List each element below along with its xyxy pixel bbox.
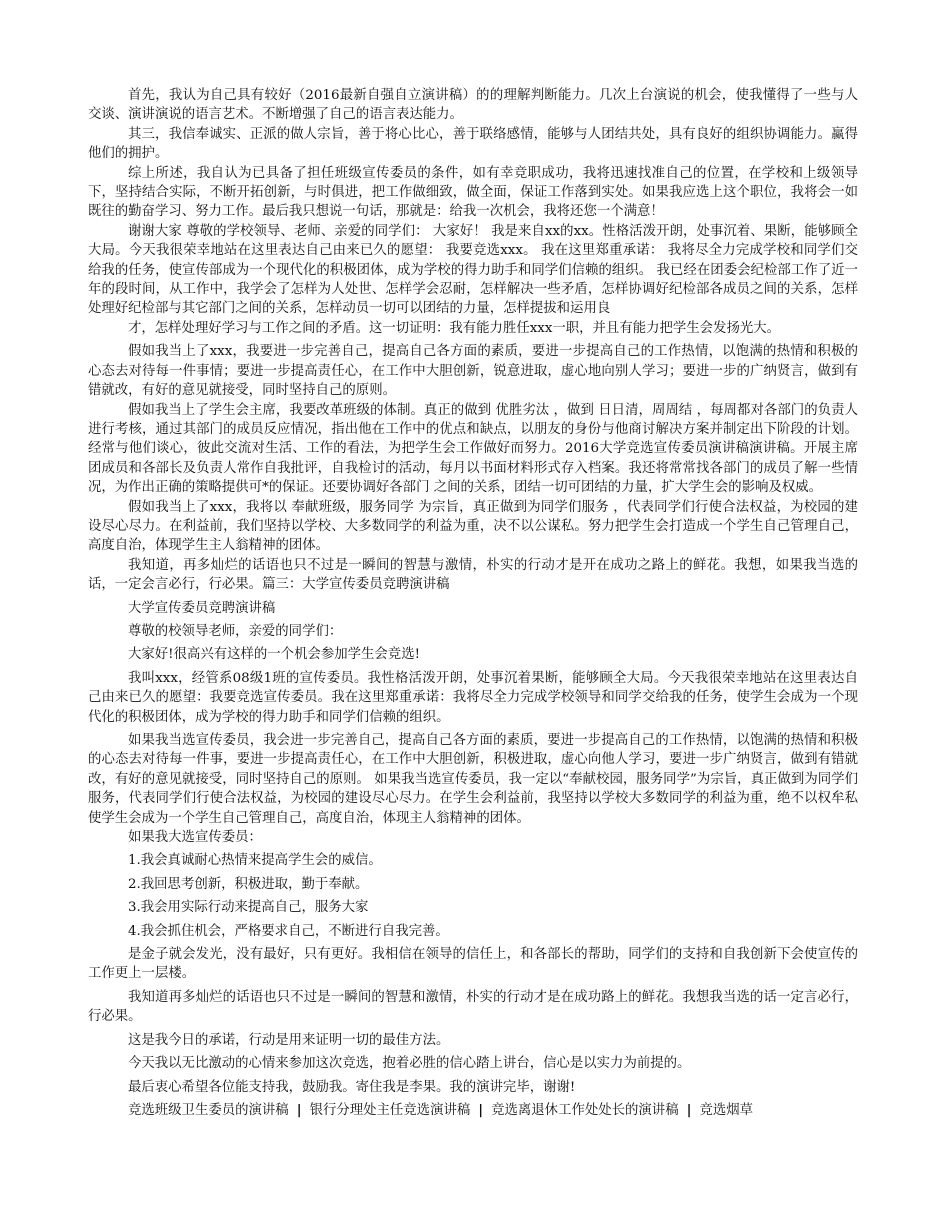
paragraph: 假如我当上了xxx，我要进一步完善自己，提高自己各方面的素质，要进一步提高自己的工作热情，以饱满的热情和积极的心态去对待每一件事情；要进一步提高责任心，在工作中大胆创新，锐意进取，虚心地向别人学习；要进一步的广纳贤言，做到有错就改，有好的意见就接受，同时坚持自己的原则。	[88, 344, 858, 399]
salutation: 尊敬的校领导老师，亲爱的同学们：	[128, 623, 343, 639]
paragraph: 其三，我信奉诚实、正派的做人宗旨，善于将心比心，善于联络感情，能够与人团结共处，具有良好的组织协调能力。赢得他们的拥护。	[88, 126, 858, 162]
list-intro: 如果我大选宣传委员：	[128, 830, 262, 846]
closing: 最后衷心希望各位能支持我，鼓励我。寄住我是李果。我的演讲完毕，谢谢!	[128, 1079, 576, 1095]
list-item: 4.我会抓住机会，严格要求自己，不断进行自我完善。	[128, 923, 449, 939]
paragraph: 才，怎样处理好学习与工作之间的矛盾。这一切证明：我有能力胜任xxx一职，并且有能力把学生会发扬光大。	[128, 320, 781, 336]
related-link[interactable]: 竞选班级卫生委员的演讲稿	[128, 1102, 289, 1118]
paragraph: 是金子就会发光，没有最好，只有更好。我相信在领导的信任上，和各部长的帮助，同学们的支持和自我创新下会使宣传的工作更上一层楼。	[88, 947, 858, 982]
related-link[interactable]: 银行分理处主任竞选演讲稿	[309, 1102, 471, 1118]
link-separator: |	[686, 1101, 692, 1118]
link-separator: |	[478, 1101, 484, 1118]
greeting: 大家好!很高兴有这样的一个机会参加学生会竞选!	[128, 647, 420, 663]
paragraph: 首先，我认为自己具有较好（2016最新自强自立演讲稿）的的理解判断能力。几次上台演说的机会，使我懂得了一些与人交谈、演讲演说的语言艺术。不断增强了自己的语言表达能力。	[88, 88, 858, 123]
related-links	[88, 1101, 858, 1120]
related-link[interactable]: 竞选离退休工作处处长的演讲稿	[491, 1102, 679, 1118]
paragraph: 我知道再多灿烂的话语也只不过是一瞬间的智慧和激情，朴实的行动才是在成功路上的鲜花。我想我当选的话一定言必行，行必果。	[88, 989, 858, 1025]
document-body	[88, 86, 858, 1120]
paragraph: 假如我当上了学生会主席，我要改革班级的体制。真正的做到 优胜劣汰 ，做到 日日清，周周结 ，每周都对各部门的负责人进行考核，通过其部门的成员反应情况，指出他在工作中的优点和缺点，以朋友的身份与他商讨解决方案并制定出下阶段的计划。经常与他们谈心，彼此交流对生活、工作的看法，为把学生会工作做好而努力。2016大学竞选宣传委员演讲稿演讲稿。开展主席团成员和各部长及负责人常作自我批评，自我检讨的活动，每月以书面材料形式存入档案。我还将常常找各部门的成员了解一些情况，为作出正确的策略提供可*的保证。还要协调好各部门 之间的关系，团结一切可团结的力量，扩大学生会的影响及权威。	[88, 402, 858, 496]
paragraph: 今天我以无比激动的心情来参加这次竞选，抱着必胜的信心踏上讲台，信心是以实力为前提的。	[128, 1056, 691, 1072]
paragraph: 我知道，再多灿烂的话语也只不过是一瞬间的智慧与激情，朴实的行动才是开在成功之路上的鲜花。我想，如果我当选的话，一定会言必行，行必果。篇三：大学宣传委员竞聘演讲稿	[88, 557, 858, 593]
paragraph: 综上所述，我自认为已具备了担任班级宣传委员的条件，如有幸竞职成功，我将迅速找准自己的位置，在学校和上级领导下，坚持结合实际，不断开拓创新，与时俱进，把工作做细致，做全面，保证工作落到实处。如果我应选上这个职位，我将会一如既往的勤奋学习、努力工作。最后我只想说一句话，那就是：给我一次机会，我将还您一个满意！	[88, 165, 858, 220]
list-item: 2.我回思考创新，积极进取，勤于奉献。	[128, 876, 369, 892]
related-link[interactable]: 竞选烟草	[699, 1102, 754, 1118]
link-separator: |	[296, 1101, 302, 1118]
paragraph: 我叫xxx，经管系08级1班的宣传委员。我性格活泼开朗，处事沉着果断，能够顾全大局。今天我很荣幸地站在这里表达自己由来已久的愿望：我要竞选宣传委员。我在这里郑重承诺：我将尽全力完成学校领导和同学交给我的任务，使学生会成为一个现代化的积极团体，成为学校的得力助手和同学们信赖的组织。	[88, 670, 858, 725]
paragraph: 谢谢大家 尊敬的学校领导、老师、亲爱的同学们： 大家好！ 我是来自xx的xx。性格活泼开朗，处事沉着、果断，能够顾全大局。今天我很荣幸地站在这里表达自己由来已久的愿望： 我要竞选xxx。 我在这里郑重承诺： 我将尽全力完成学校和同学们交给我的任务，使宣传部成为一个现代化的积极团体，成为学校的得力助手和同学们信赖的组织。 我已经在团委会纪检部工作了近一年的段时间，从工作中，我学会了怎样为人处世、怎样学会忍耐，怎样解决一些矛盾，怎样协调好纪检部各成员之间的关系，怎样处理好纪检部与其它部门之间的关系，怎样动员一切可以团结的力量，怎样提拔和运用良	[88, 223, 858, 317]
list-item: 3.我会用实际行动来提高自己，服务大家	[128, 900, 369, 916]
list-item: 1.我会真诚耐心热情来提高学生会的威信。	[128, 853, 382, 869]
paragraph: 假如我当上了xxx，我将以 奉献班级，服务同学 为宗旨，真正做到为同学们服务 ，代表同学们行使合法权益，为校园的建设尽心尽力。在利益前，我们坚持以学校、大多数同学的利益为重，决不以公谋私。努力把学生会打造成一个学生自己管理自己，高度自治，体现学生主人翁精神的团体。	[88, 499, 858, 554]
section-title: 大学宣传委员竞聘演讲稿	[128, 600, 276, 616]
paragraph: 如果我当选宣传委员，我会进一步完善自己，提高自己各方面的素质，要进一步提高自己的工作热情，以饱满的热情和积极的心态去对待每一件事，要进一步提高责任心，在工作中大胆创新，积极进取，虚心向他人学习，要进一步广纳贤言，做到有错就改，有好的意见就接受，同时坚持自己的原则。 如果我当选宣传委员，我一定以“奉献校园，服务同学”为宗旨，真正做到为同学们服务，代表同学们行使合法权益，为校园的建设尽心尽力。在学生会利益前，我坚持以学校大多数同学的利益为重，绝不以权牟私使学生会成为一个学生自己管理自己，高度自治，体现主人翁精神的团体。	[88, 733, 858, 826]
paragraph: 这是我今日的承诺，行动是用来证明一切的最佳方法。	[128, 1032, 450, 1048]
